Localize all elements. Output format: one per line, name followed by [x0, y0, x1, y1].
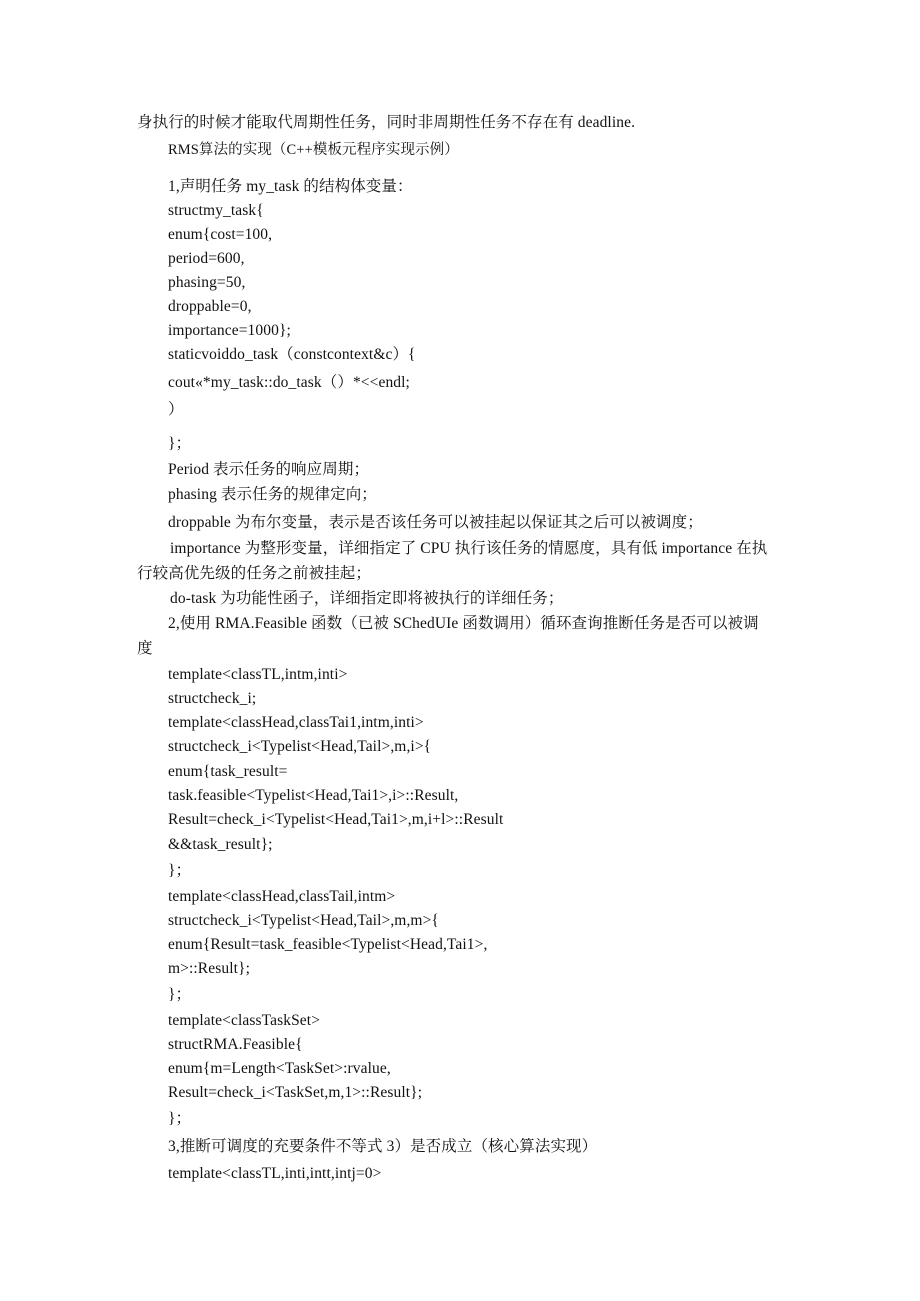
code-line: enum{m=Length<TaskSet>:rvalue, [168, 1060, 391, 1077]
code-line: importance=1000}; [168, 322, 291, 339]
code-line: structcheck_i<Typelist<Head,Tail>,m,i>{ [168, 738, 432, 755]
text-line: 行较高优先级的任务之前被挂起； [137, 565, 372, 582]
text-line: importance 为整形变量，详细指定了 CPU 执行该任务的情愿度，具有低 importance 在执 [170, 540, 768, 557]
code-line: m>::Result}; [168, 960, 250, 977]
code-line: enum{cost=100, [168, 226, 273, 243]
code-line: template<classTL,intm,inti> [168, 666, 348, 683]
code-line: Result=check_i<TaskSet,m,1>::Result}; [168, 1084, 423, 1101]
code-line: template<classTaskSet> [168, 1012, 321, 1029]
text-line: droppable 为布尔变量，表示是否该任务可以被挂起以保证其之后可以被调度； [168, 514, 703, 531]
text-line: 度 [137, 640, 153, 657]
code-line: }； [168, 1110, 192, 1127]
code-line: &&task_result}; [168, 836, 273, 853]
text-line: Period 表示任务的响应周期； [168, 461, 370, 478]
code-line: droppable=0, [168, 298, 252, 315]
code-line: template<classTL,inti,intt,intj=0> [168, 1165, 382, 1182]
code-line: structmy_task{ [168, 202, 264, 219]
code-line: Result=check_i<Typelist<Head,Tai1>,m,i+l>::Result [168, 811, 504, 828]
text-line: 3,推断可调度的充要条件不等式 3）是否成立（核心算法实现） [168, 1138, 598, 1155]
code-line: structRMA.Feasible{ [168, 1036, 303, 1053]
code-line: structcheck_i; [168, 690, 257, 707]
code-line: enum{Result=task_feasible<Typelist<Head,Tai1>, [168, 936, 488, 953]
text-line: 1,声明任务 my_task 的结构体变量： [168, 178, 413, 195]
code-line: ） [168, 401, 184, 418]
code-line: period=600, [168, 250, 245, 267]
code-line: }； [168, 435, 192, 452]
code-line: structcheck_i<Typelist<Head,Tail>,m,m>{ [168, 912, 439, 929]
code-line: staticvoiddo_task（constcontext&c）{ [168, 346, 416, 363]
section-heading: RMS算法的实现（C++模板元程序实现示例） [168, 142, 459, 158]
code-line: enum{task_result= [168, 763, 288, 780]
code-line: task.feasible<Typelist<Head,Tai1>,i>::Result, [168, 787, 459, 804]
code-line: }； [168, 862, 192, 879]
code-line: cout«*my_task::do_task（）*<<endl; [168, 374, 410, 391]
code-line: template<classHead,classTai1,intm,inti> [168, 714, 424, 731]
code-line: template<classHead,classTail,intm> [168, 888, 396, 905]
text-line: 2,使用 RMA.Feasible 函数（已被 SChedUIe 函数调用）循环查询推断任务是否可以被调 [168, 615, 759, 632]
code-line: }； [168, 986, 192, 1003]
code-line: phasing=50, [168, 274, 246, 291]
text-line: 身执行的时候才能取代周期性任务，同时非周期性任务不存在有 deadline. [137, 114, 636, 131]
text-line: do-task 为功能性函子，详细指定即将被执行的详细任务； [170, 590, 564, 607]
text-line: phasing 表示任务的规律定向； [168, 486, 377, 503]
